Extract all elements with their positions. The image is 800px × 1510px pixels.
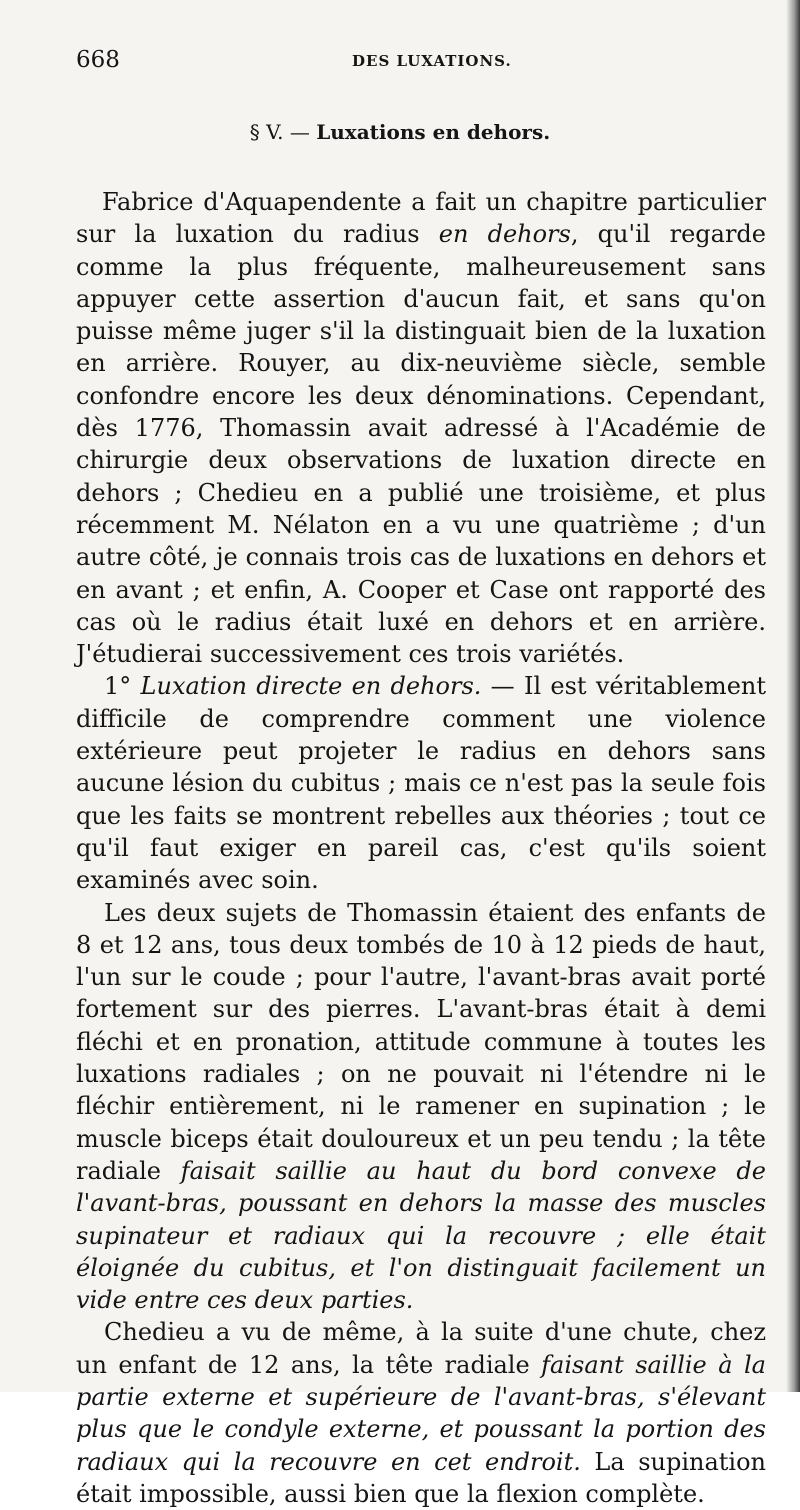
paragraph-1-part-1: Fabrice d'Aquapendente a fait un chapitre particulier sur la luxation du radius xyxy=(76,188,766,249)
paragraph-1-part-3: , qu'il regarde comme la plus fréquente, malheureusement sans appuyer cette assertion d'aucun fait, et sans qu'on puisse même juger s'il la distinguait bien de la luxation en arrière. Rouyer, au dix-neuvième siècle, semble confondre encore les deux dénominations. Cependant, dès 1776, Thomassin avait adressé à l'Académie de chirurgie deux observations de luxation directe en dehors ; Chedieu en a publié une troisième, et plus récemment M. Nélaton en a vu une quatrième ; d'un autre côté, je connais trois cas de luxations en dehors et en avant ; et enfin, A. Cooper et Case ont rapporté des cas où le radius était luxé en dehors et en arrière. J'étudierai successivement ces trois variétés. xyxy=(76,220,766,669)
running-head: DES LUXATIONS. xyxy=(352,52,512,70)
paragraph-1 xyxy=(76,186,766,670)
paragraph-3 xyxy=(76,897,766,1317)
paragraph-4-italic: faisant saillie à la partie externe et supérieure de l'avant-bras, s'élevant plus que le condyle externe, et poussant la portion des radiaux qui la recouvre en cet endroit. xyxy=(76,1350,766,1476)
paragraph-1-italic: en dehors xyxy=(438,220,571,249)
section-name: Luxations en dehors. xyxy=(316,120,551,144)
paragraph-2-heading: Luxation directe en dehors. xyxy=(140,672,482,701)
page-edge-shadow xyxy=(786,0,800,1392)
page-header xyxy=(76,44,756,76)
paragraph-3-part-1: Les deux sujets de Thomassin étaient des enfants de 8 et 12 ans, tous deux tombés de 10 à 12 pieds de haut, l'un sur le coude ; pour l'autre, l'avant-bras avait porté fortement sur des pierres. L'avant-bras était à demi fléchi et en pronation, attitude commune à toutes les luxations radiales ; on ne pouvait ni l'étendre ni le fléchir entièrement, ni le ramener en supination ; le muscle biceps était douloureux et un peu tendu ; la tête radiale xyxy=(76,898,766,1185)
paragraph-3-italic: faisait saillie au haut du bord convexe de l'avant-bras, poussant en dehors la masse des muscles supinateur et radiaux qui la recouvre ; elle était éloignée du cubitus, et l'on distinguait facilement un vide entre ces deux parties. xyxy=(76,1156,766,1315)
section-number: § V. — xyxy=(249,120,310,144)
paragraph-4 xyxy=(76,1316,766,1510)
paragraph-2-part-3: — Il est véritablement difficile de comprendre comment une violence extérieure peut projeter le radius en dehors sans aucune lésion du cubitus ; mais ce n'est pas la seule fois que les faits se montrent rebelles aux théories ; tout ce qu'il faut exiger en pareil cas, c'est qu'ils soient examinés avec soin. xyxy=(76,672,766,895)
paragraph-4-part-3: La supination était impossible, aussi bien que la flexion complète. xyxy=(76,1447,766,1508)
body-text xyxy=(76,186,766,1510)
paragraph-2-part-1: 1° xyxy=(104,672,141,701)
paragraph-2 xyxy=(76,670,766,896)
page-number: 668 xyxy=(76,47,120,73)
section-title xyxy=(0,116,800,148)
paragraph-4-part-1: Chedieu a vu de même, à la suite d'une chute, chez un enfant de 12 ans, la tête radiale xyxy=(76,1318,766,1379)
